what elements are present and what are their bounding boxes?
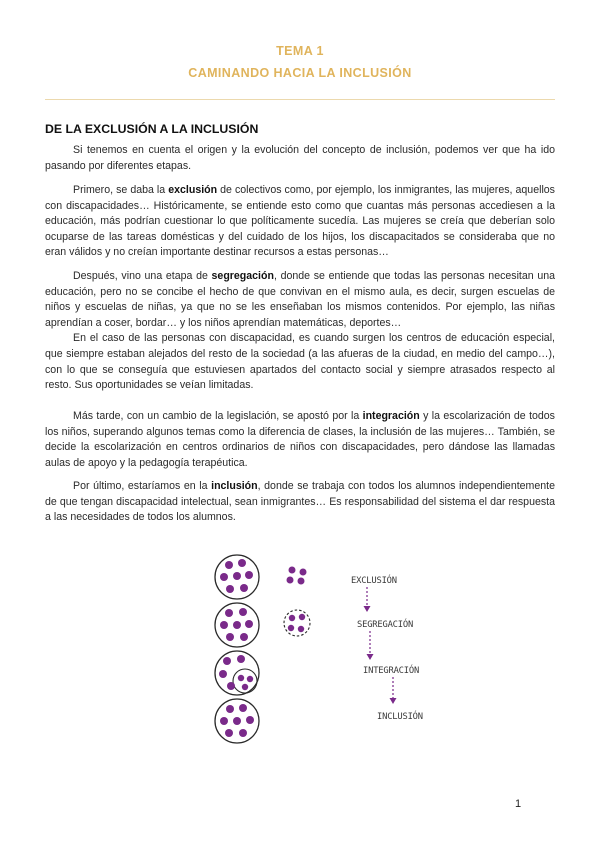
paragraph-intro-text: Si tenemos en cuenta el origen y la evolución del concepto de inclusión, podemos ver que ha ido pasando por diferentes etapas. xyxy=(45,144,555,172)
paragraph-exclusion xyxy=(45,183,555,261)
stage-label-segregation: SEGREGACIÓN xyxy=(357,620,414,630)
paragraph-integration xyxy=(45,409,555,471)
header-divider xyxy=(45,99,555,100)
paragraph-inclusion xyxy=(45,479,555,526)
segregated-group xyxy=(284,610,310,636)
arrow-head xyxy=(364,606,371,612)
inclusion-stages-diagram xyxy=(205,545,445,755)
paragraph-text: En el caso de las personas con discapacidad, es cuando surgen los centros de educación especial, que siempre estaban alejados del resto de la sociedad (a las afueras de la ciudad, en medio del campo…), con lo que se conseguía que estuviesen apartados del contacto social y siempre atrasados respecto al resto. Sus oportunidades se veían limitadas. xyxy=(45,332,555,392)
term-integration: integración xyxy=(362,410,420,422)
term-segregation: segregación xyxy=(211,270,274,282)
paragraph-text: Primero, se daba la xyxy=(73,184,169,196)
segregation-circle xyxy=(215,603,259,647)
excluded-group xyxy=(287,567,307,585)
paragraph-text: Después, vino una etapa de xyxy=(73,270,212,282)
section-title: DE LA EXCLUSIÓN A LA INCLUSIÓN xyxy=(45,122,259,136)
paragraph-text: de colectivos como, por ejemplo, los inmigrantes, las mujeres, aquellos con discapacidades… Históricamente, se entiende esto como que cuantas más personas accediesen a la educación, más podrían cuestionar lo que políticamente sucedía. Las mujeres se creía que deberían solo ocuparse de las tareas domésticas y del cuidado de los hijos, los discapacitados se consideraba que no eran válidos y no creían importante destinar recursos a estas personas… xyxy=(45,184,555,259)
paragraph-text: Por último, estaríamos en la xyxy=(73,480,212,492)
paragraph-text: y la escolarización de todos los niños, superando algunos temas como la diferencia de clases, la inclusión de las mujeres… También, se decide la escolarización en centros ordinarios de niños con discapacidades, pero dándose las llamadas aulas de apoyo y la pedagogía terapéutica. xyxy=(45,410,555,469)
paragraph-text: , donde se entiende que todas las personas necesitan una educación, pero no se concibe el hecho de que convivan en el mismo aula, es decir, surgen escuelas de niños y escuelas de niñas, ya que no se les enseñaban los mismos contenidos. Por ejemplo, las niñas aprendían a coser, bordar… y los niños aprendían matemáticas, deportes… xyxy=(45,270,555,329)
doc-header-topic: TEMA 1 xyxy=(276,44,324,58)
paragraph-text: , donde se trabaja con todos los alumnos independientemente de que tengan discapacidad intelectual, sean inmigrantes… Es responsabilidad del sistema el dar respuesta a las necesidades de todos los alumnos. xyxy=(45,480,555,524)
arrow-head xyxy=(367,654,374,660)
inclusion-circle xyxy=(215,699,259,743)
doc-header-title: CAMINANDO HACIA LA INCLUSIÓN xyxy=(188,66,412,80)
term-inclusion: inclusión xyxy=(211,480,258,492)
paragraph-text: Más tarde, con un cambio de la legislación, se apostó por la xyxy=(73,410,363,422)
stage-label-integration: INTEGRACIÓN xyxy=(363,666,420,676)
page-number: 1 xyxy=(515,798,522,810)
stage-label-exclusion: EXCLUSIÓN xyxy=(351,576,397,586)
integration-circle xyxy=(215,651,259,695)
arrow-head xyxy=(390,698,397,704)
paragraph-segregation xyxy=(45,269,555,394)
exclusion-circle xyxy=(215,555,259,599)
paragraph-intro xyxy=(45,143,555,174)
stage-label-inclusion: INCLUSIÓN xyxy=(377,712,423,722)
term-exclusion: exclusión xyxy=(168,184,218,196)
